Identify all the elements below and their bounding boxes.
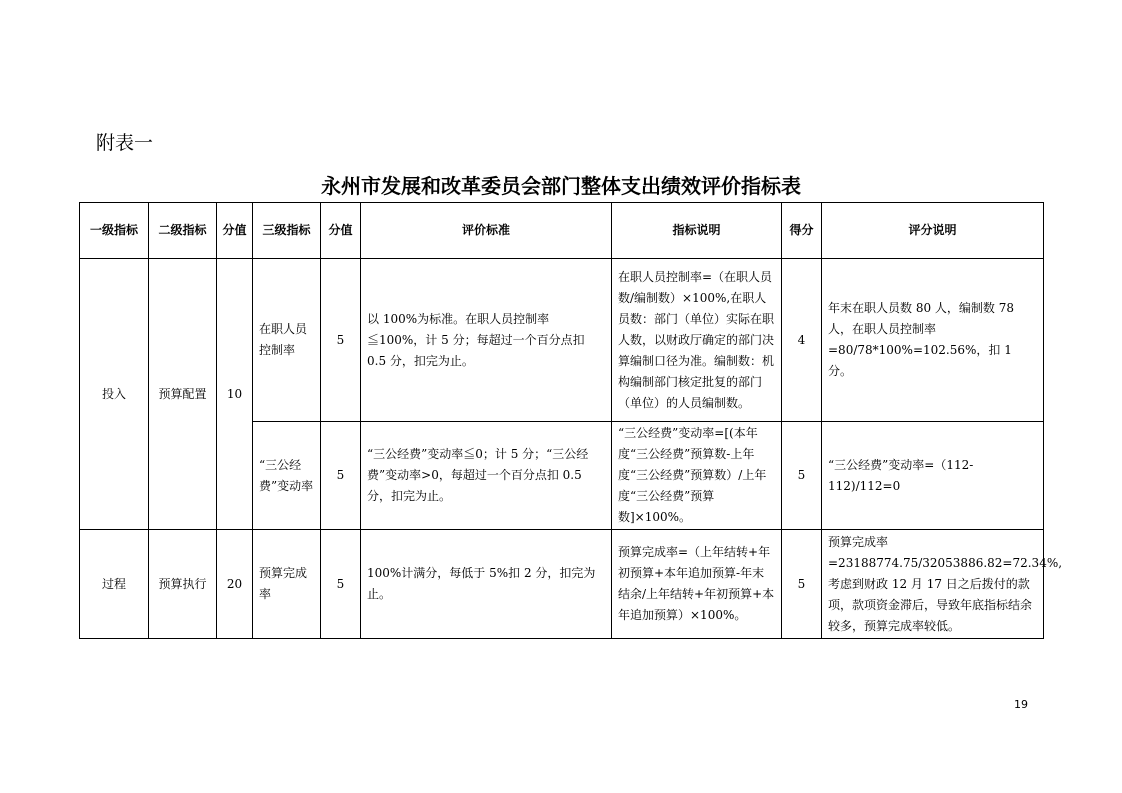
table-header-row — [80, 203, 1044, 259]
cell-level2: 预算执行 — [149, 530, 217, 639]
cell-got: 4 — [782, 259, 822, 422]
cell-criteria: 以 100%为标准。在职人员控制率≦100%，计 5 分；每超过一个百分点扣 0.5 分，扣完为止。 — [361, 259, 612, 422]
page-title: 永州市发展和改革委员会部门整体支出绩效评价指标表 — [321, 174, 801, 198]
cell-got: 5 — [782, 422, 822, 530]
cell-level3: 预算完成率 — [253, 530, 321, 639]
cell-note: 年末在职人员数 80 人，编制数 78 人，在职人员控制率=80/78*100%=102.56%，扣 1 分。 — [822, 259, 1044, 422]
header-level3: 三级指标 — [253, 203, 321, 259]
cell-level2: 预算配置 — [149, 259, 217, 530]
cell-explanation: 在职人员控制率=（在职人员数/编制数）×100%,在职人员数：部门（单位）实际在职人数，以财政厅确定的部门决算编制口径为准。编制数：机构编制部门核定批复的部门（单位）的人员编制数。 — [612, 259, 782, 422]
header-score: 分值 — [321, 203, 361, 259]
page-number: 19 — [1014, 698, 1028, 711]
header-level2-score: 分值 — [217, 203, 253, 259]
cell-level3: 在职人员控制率 — [253, 259, 321, 422]
cell-note: “三公经费”变动率=（112-112)/112=0 — [822, 422, 1044, 530]
cell-level1: 投入 — [80, 259, 149, 530]
cell-level2-score: 20 — [217, 530, 253, 639]
cell-criteria: “三公经费”变动率≦0；计 5 分；“三公经费”变动率>0，每超过一个百分点扣 0.5 分，扣完为止。 — [361, 422, 612, 530]
table-row — [80, 259, 1044, 422]
evaluation-table — [79, 202, 1063, 639]
cell-explanation: “三公经费”变动率=[(本年度“三公经费”预算数-上年度“三公经费”预算数）/上年度“三公经费”预算数]×100%。 — [612, 422, 782, 530]
header-explanation: 指标说明 — [612, 203, 782, 259]
header-note: 评分说明 — [822, 203, 1044, 259]
cell-score: 5 — [321, 259, 361, 422]
header-level2: 二级指标 — [149, 203, 217, 259]
cell-level1: 过程 — [80, 530, 149, 639]
cell-note: 预算完成率=23188774.75/32053886.82=72.34%,考虑到财政 12 月 17 日之后拨付的款项，款项资金滞后，导致年底指标结余较多，预算完成率较低。 — [822, 530, 1044, 639]
cell-criteria: 100%计满分，每低于 5%扣 2 分，扣完为止。 — [361, 530, 612, 639]
cell-score: 5 — [321, 422, 361, 530]
header-level1: 一级指标 — [80, 203, 149, 259]
appendix-label: 附表一 — [96, 132, 154, 154]
cell-explanation: 预算完成率=（上年结转+年初预算+本年追加预算-年末结余/上年结转+年初预算+本年追加预算）×100%。 — [612, 530, 782, 639]
cell-score: 5 — [321, 530, 361, 639]
cell-level2-score: 10 — [217, 259, 253, 530]
cell-level3: “三公经费”变动率 — [253, 422, 321, 530]
header-criteria: 评价标准 — [361, 203, 612, 259]
table-row — [80, 530, 1044, 639]
header-got: 得分 — [782, 203, 822, 259]
cell-got: 5 — [782, 530, 822, 639]
